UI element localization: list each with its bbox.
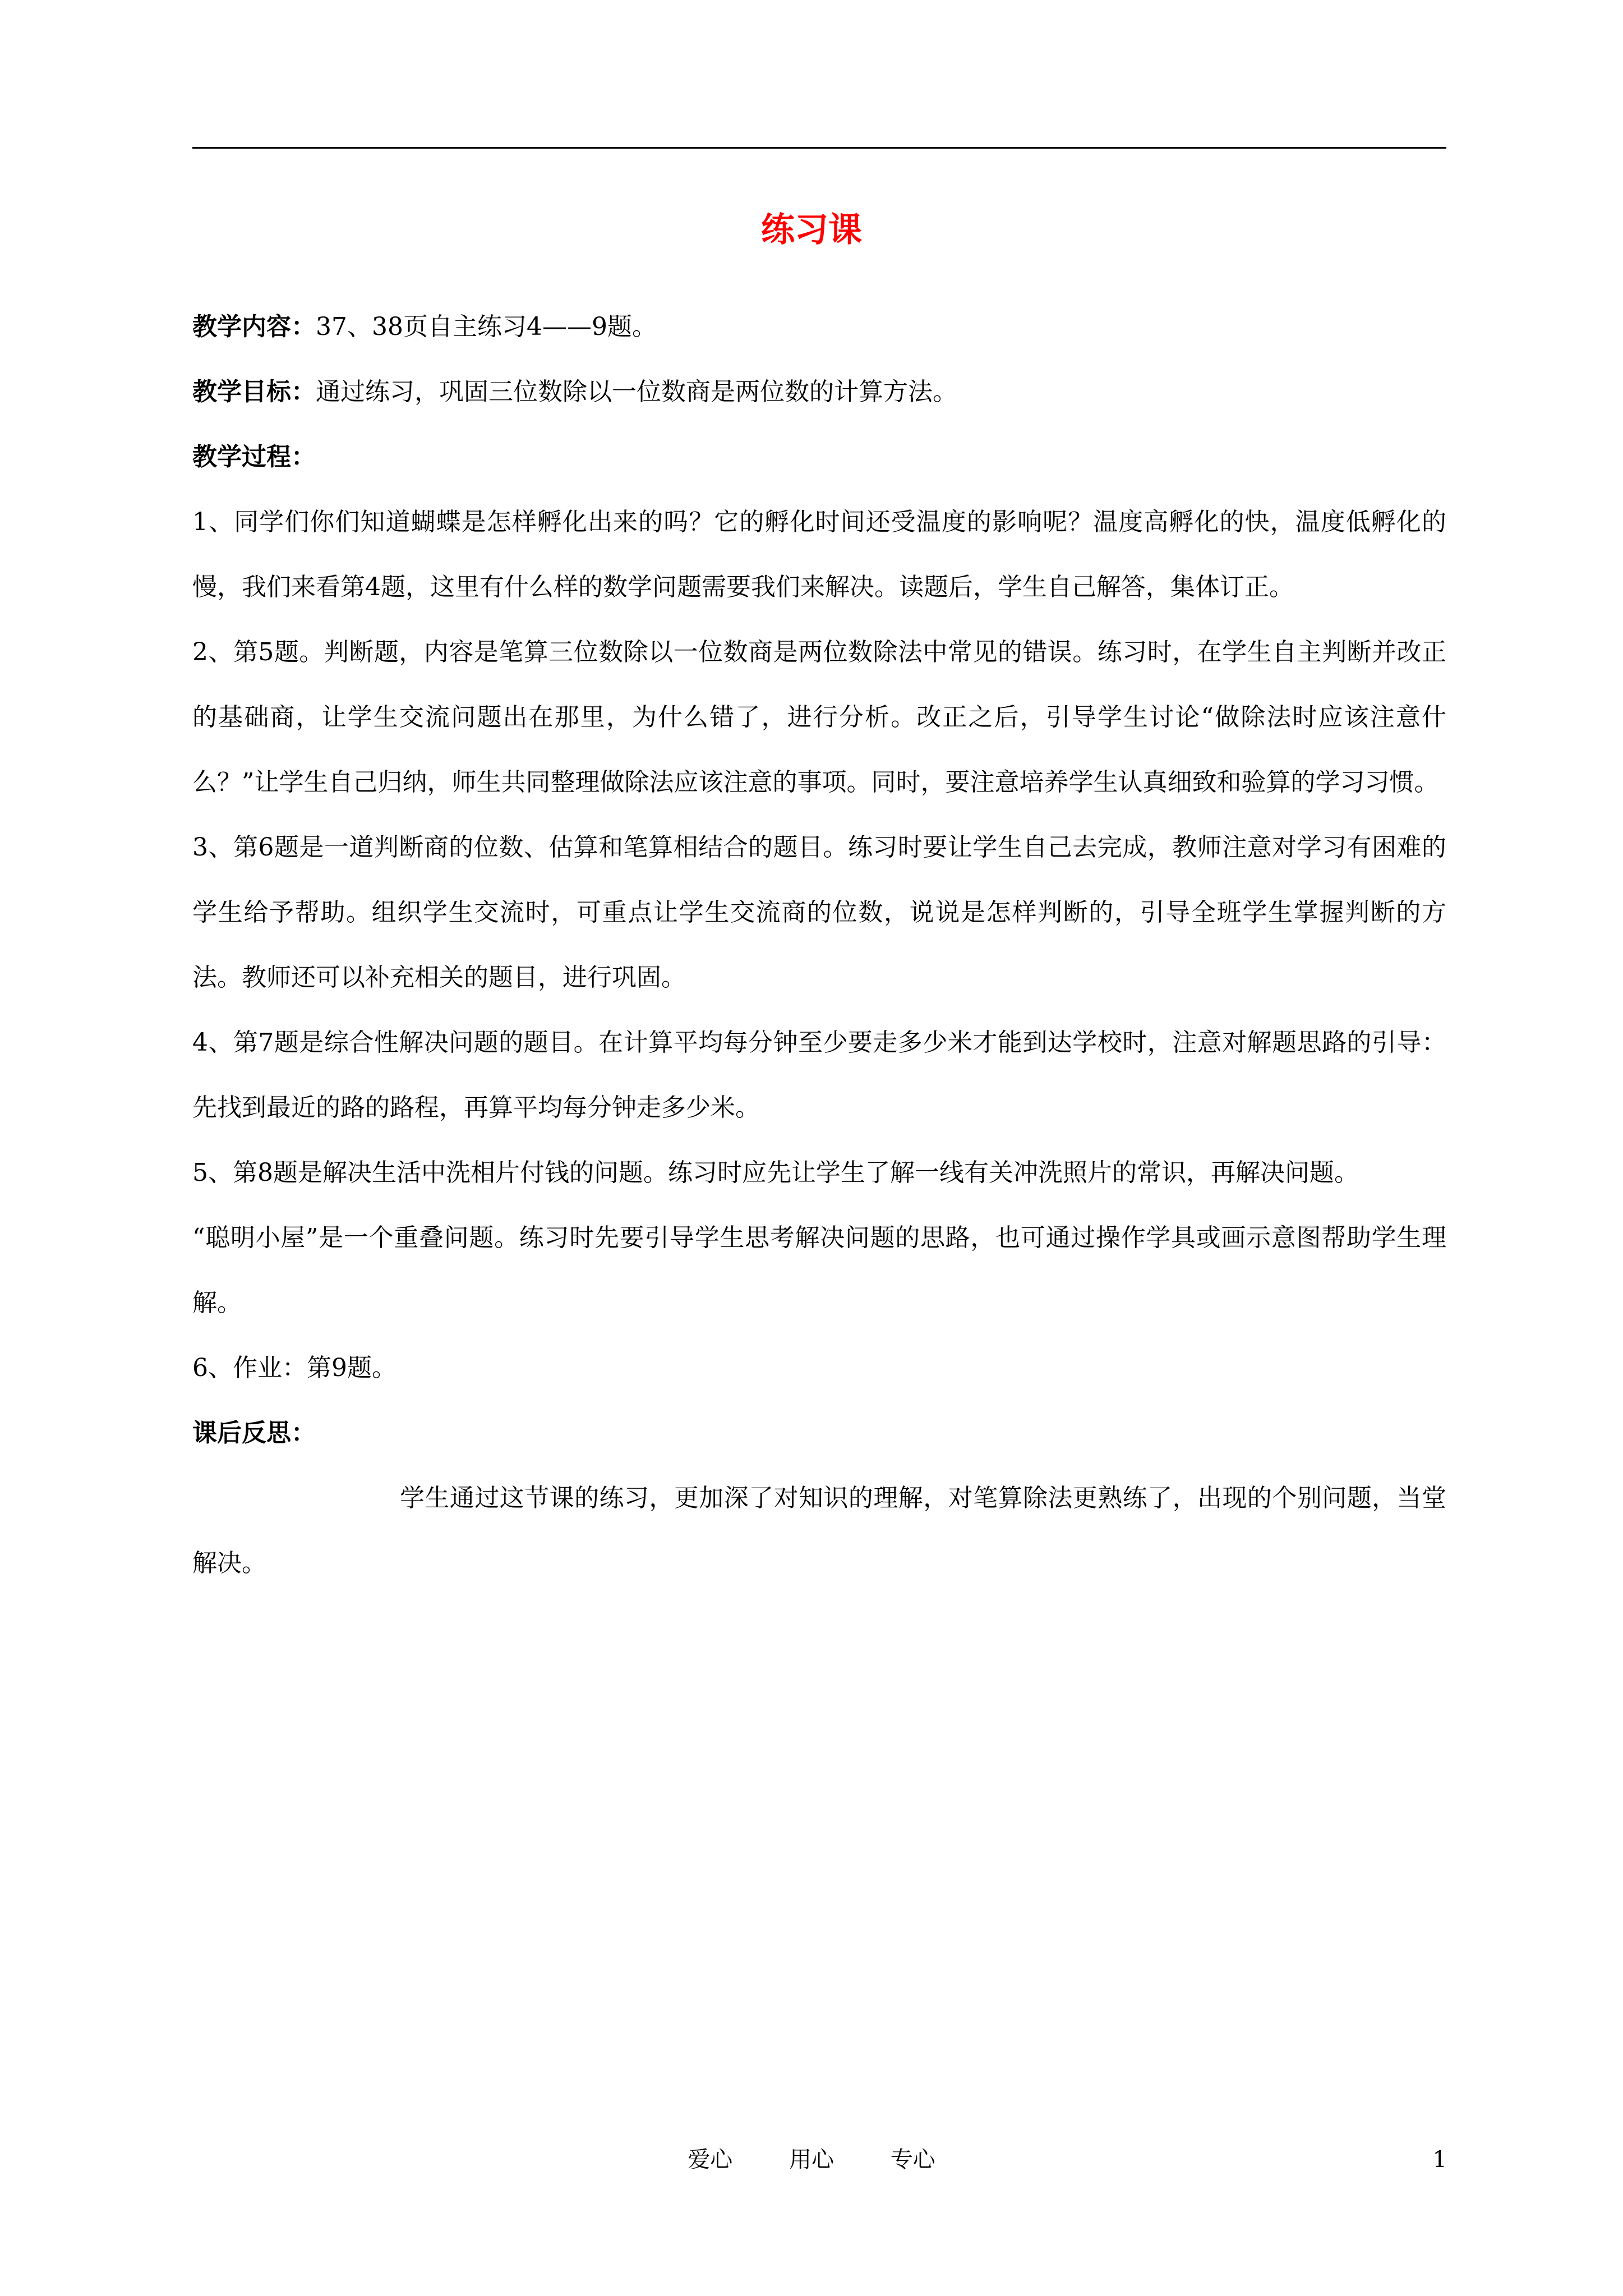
teaching-goal-line	[192, 360, 1446, 425]
teaching-content-label: 教学内容：	[192, 312, 316, 341]
page-title: 练习课	[761, 210, 862, 250]
footer-motto	[0, 2148, 1623, 2171]
teaching-goal-text: 通过练习，巩固三位数除以一位数商是两位数的计算方法。	[316, 378, 957, 406]
teaching-content-text: 37、38页自主练习4——9题。	[316, 312, 657, 341]
document-body	[192, 295, 1446, 1596]
paragraph-5: 5、第8题是解决生活中洗相片付钱的问题。练习时应先让学生了解一线有关冲洗照片的常识，再解决问题。	[192, 1158, 1359, 1187]
reflection-text: 学生通过这节课的练习，更加深了对知识的理解，对笔算除法更熟练了，出现的个别问题，当堂解决。	[192, 1484, 1446, 1577]
reflection-line	[192, 1401, 1446, 1466]
paragraph-2: 2、第5题。判断题，内容是笔算三位数除以一位数商是两位数除法中常见的错误。练习时，在学生自主判断并改正的基础商，让学生交流问题出在那里，为什么错了，进行分析。改正之后，引导学生讨论“做除法时应该注意什么？”让学生自己归纳，师生共同整理做除法应该注意的事项。同时，要注意培养学生认真细致和验算的学习习惯。	[192, 638, 1446, 797]
teaching-process-line	[192, 425, 1446, 490]
paragraph-smart-house: “聪明小屋”是一个重叠问题。练习时先要引导学生思考解决问题的思路，也可通过操作学具或画示意图帮助学生理解。	[192, 1223, 1446, 1317]
header-rule	[192, 147, 1446, 149]
paragraph-1: 1、同学们你们知道蝴蝶是怎样孵化出来的吗？它的孵化时间还受温度的影响呢？温度高孵化的快，温度低孵化的慢，我们来看第4题，这里有什么样的数学问题需要我们来解决。读题后，学生自己解答，集体订正。	[192, 508, 1446, 601]
paragraph-3: 3、第6题是一道判断商的位数、估算和笔算相结合的题目。练习时要让学生自己去完成，教师注意对学习有困难的学生给予帮助。组织学生交流时，可重点让学生交流商的位数，说说是怎样判断的，引导全班学生掌握判断的方法。教师还可以补充相关的题目，进行巩固。	[192, 833, 1446, 992]
paragraph-4: 4、第7题是综合性解决问题的题目。在计算平均每分钟至少要走多少米才能到达学校时，注意对解题思路的引导：先找到最近的路的路程，再算平均每分钟走多少米。	[192, 1028, 1446, 1122]
footer-item-1: 爱心	[688, 2147, 733, 2173]
page-number: 1	[1432, 2147, 1447, 2173]
footer-item-3: 专心	[890, 2147, 935, 2173]
teaching-goal-label: 教学目标：	[192, 378, 316, 406]
paragraph-6: 6、作业：第9题。	[192, 1354, 396, 1382]
footer-item-2: 用心	[789, 2147, 834, 2173]
teaching-process-label: 教学过程：	[192, 443, 316, 471]
teaching-content-line	[192, 295, 1446, 360]
reflection-label: 课后反思：	[192, 1419, 316, 1447]
